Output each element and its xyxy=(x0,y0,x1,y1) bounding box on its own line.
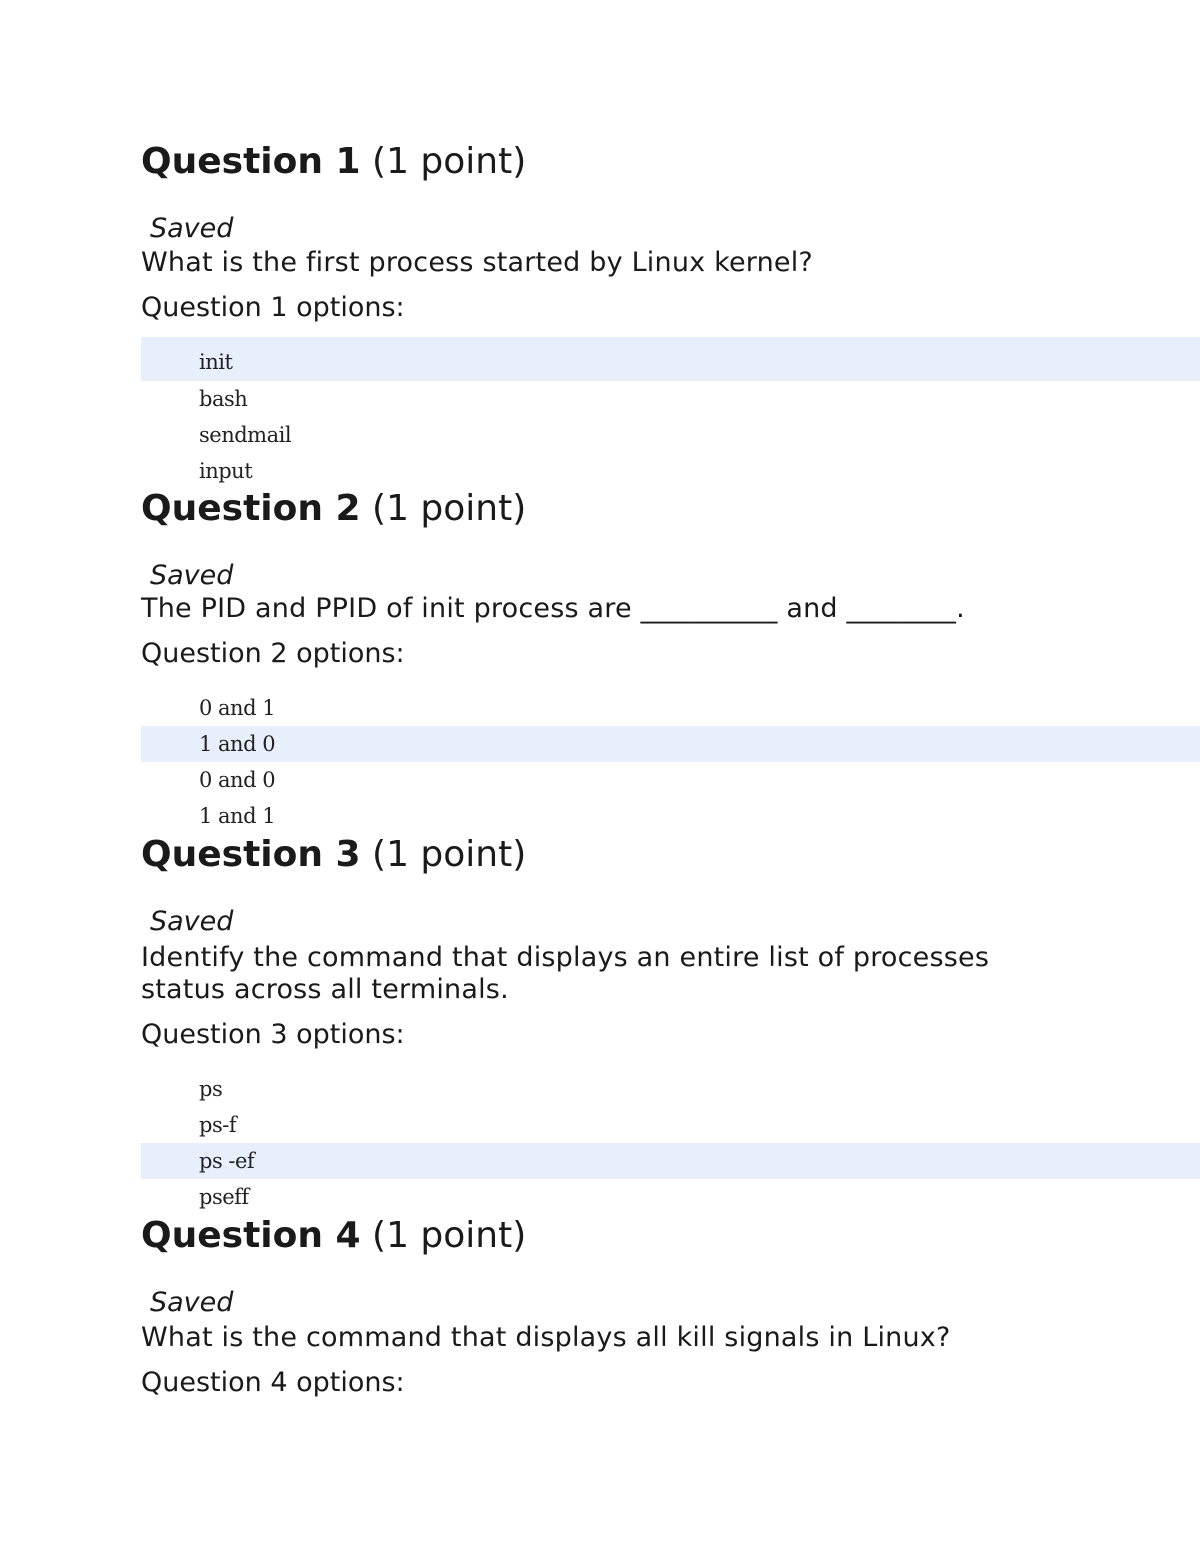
question-points: (1 point) xyxy=(372,1215,527,1256)
option-0-and-0[interactable]: 0 and 0 xyxy=(199,768,276,792)
question-text: The PID and PPID of init process are __________ and ________. xyxy=(141,593,965,624)
saved-status: Saved xyxy=(150,906,234,937)
question-text: What is the first process started by Linux kernel? xyxy=(141,247,813,278)
options-label: Question 4 options: xyxy=(141,1367,405,1398)
option-1-and-1[interactable]: 1 and 1 xyxy=(199,804,276,828)
saved-status: Saved xyxy=(150,213,234,244)
option-ps-ef[interactable]: ps -ef xyxy=(141,1143,1200,1179)
question-points: (1 point) xyxy=(372,141,527,182)
question-text: What is the command that displays all kill signals in Linux? xyxy=(141,1322,951,1353)
option-0-and-1[interactable]: 0 and 1 xyxy=(199,696,276,720)
option-ps-f[interactable]: ps-f xyxy=(199,1113,237,1137)
question-title xyxy=(141,833,526,877)
question-title xyxy=(141,1214,526,1258)
options-list xyxy=(141,690,1200,834)
option-init[interactable]: init xyxy=(141,337,1200,381)
saved-status: Saved xyxy=(150,1287,234,1318)
question-text: Identify the command that displays an entire list of processes status across all terminals. xyxy=(141,942,990,1005)
question-name: Question 4 xyxy=(141,1215,361,1256)
question-title xyxy=(141,140,526,184)
question-name: Question 1 xyxy=(141,141,361,182)
option-sendmail[interactable]: sendmail xyxy=(199,423,292,447)
option-bash[interactable]: bash xyxy=(199,387,248,411)
question-name: Question 3 xyxy=(141,834,361,875)
question-name: Question 2 xyxy=(141,488,361,529)
option-pseff[interactable]: pseff xyxy=(199,1185,249,1209)
options-label: Question 3 options: xyxy=(141,1019,405,1050)
question-points: (1 point) xyxy=(372,488,527,529)
option-1-and-0[interactable]: 1 and 0 xyxy=(141,726,1200,762)
option-ps[interactable]: ps xyxy=(199,1077,223,1101)
question-points: (1 point) xyxy=(372,834,527,875)
options-list xyxy=(141,1071,1200,1215)
saved-status: Saved xyxy=(150,560,234,591)
options-label: Question 2 options: xyxy=(141,638,405,669)
options-label: Question 1 options: xyxy=(141,292,405,323)
options-list xyxy=(141,337,1200,489)
option-input[interactable]: input xyxy=(199,459,253,483)
question-title xyxy=(141,487,526,531)
